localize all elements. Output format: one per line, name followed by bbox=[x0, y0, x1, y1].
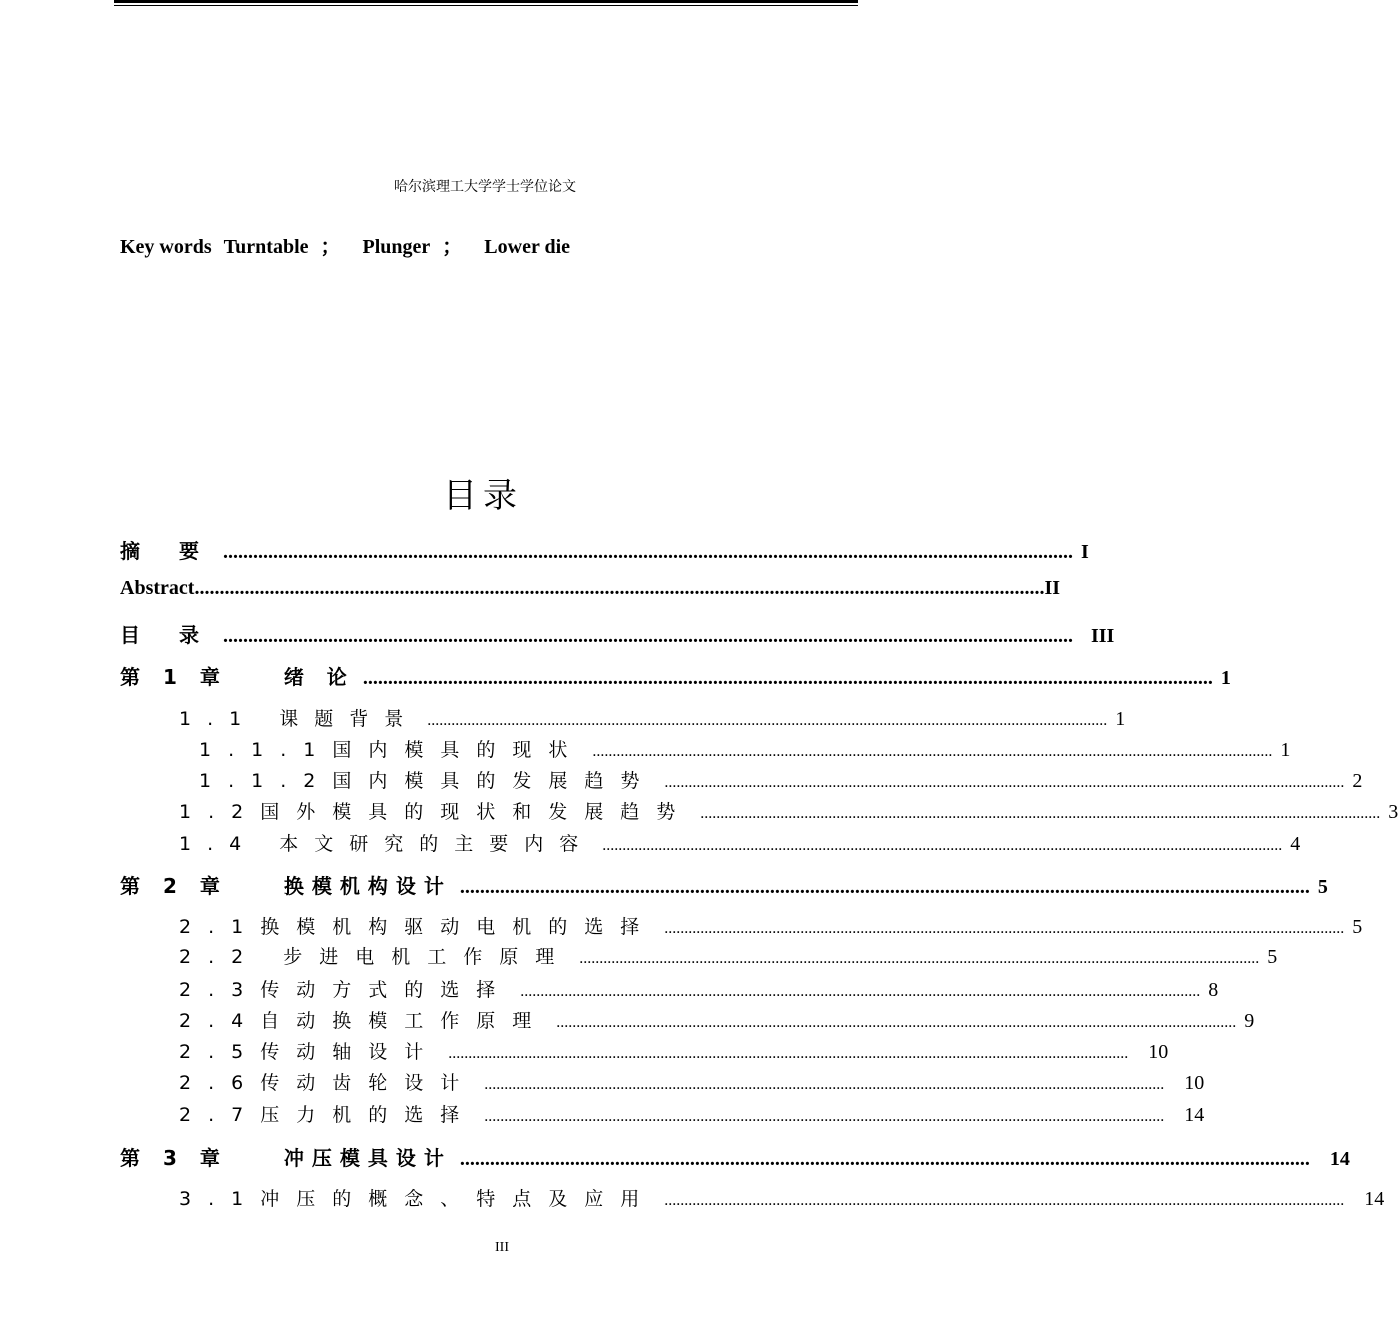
header-rule-thin bbox=[114, 5, 858, 6]
toc-leader-dots: .......................................................................................................................................................................... bbox=[459, 1148, 1310, 1170]
toc-entry-label: 3.1冲压的概念、特点及应用 bbox=[179, 1188, 657, 1210]
toc-entry-label: 第 3 章 冲压模具设计 bbox=[120, 1146, 452, 1170]
keyword-separator: ； bbox=[320, 236, 341, 258]
toc-entry[interactable] bbox=[179, 704, 1126, 731]
toc-entry-page: 2 bbox=[1352, 770, 1363, 792]
toc-leader-dots: .......................................................................................................................................................................... bbox=[664, 774, 1345, 791]
toc-entry[interactable] bbox=[120, 870, 1328, 899]
toc-entry[interactable] bbox=[199, 766, 1363, 793]
toc-entry[interactable] bbox=[120, 535, 1089, 564]
toc-leader-dots: .......................................................................................................................................................................... bbox=[427, 712, 1108, 729]
keyword-item: Turntable bbox=[223, 236, 309, 258]
toc-leader-dots: .......................................................................................................................................................................... bbox=[592, 743, 1273, 760]
toc-entry-label: 2.7压力机的选择 bbox=[179, 1104, 477, 1126]
toc-entry-label: 1.2国外模具的现状和发展趋势 bbox=[179, 801, 693, 823]
toc-leader-dots: .......................................................................................................................................................................... bbox=[520, 983, 1201, 1000]
toc-entry-page: 14 bbox=[1329, 1148, 1350, 1170]
toc-entry[interactable] bbox=[179, 1068, 1205, 1095]
keyword-separator: ； bbox=[442, 236, 463, 258]
toc-entry-label: 2.4自动换模工作原理 bbox=[179, 1010, 549, 1032]
toc-entry-page: 14 bbox=[1184, 1104, 1205, 1126]
toc-title: 目录 bbox=[443, 476, 523, 516]
toc-entry-page: 5 bbox=[1267, 946, 1278, 968]
toc-entry-page: 8 bbox=[1208, 979, 1219, 1001]
toc-entry-page: 4 bbox=[1290, 833, 1301, 855]
running-header: 哈尔滨理工大学学士学位论文 bbox=[394, 179, 576, 195]
toc-entry[interactable] bbox=[179, 829, 1301, 856]
toc-entry-page: II bbox=[1044, 577, 1061, 599]
toc-entry-label: 摘 要 bbox=[120, 539, 215, 563]
toc-entry[interactable] bbox=[179, 975, 1219, 1002]
toc-leader-dots: .......................................................................................................................................................................... bbox=[222, 541, 1073, 563]
toc-entry[interactable] bbox=[179, 1184, 1385, 1211]
toc-leader-dots: .......................................................................................................................................................................... bbox=[602, 837, 1283, 854]
toc-leader-dots: .......................................................................................................................................................................... bbox=[579, 950, 1260, 967]
toc-leader-dots: .......................................................................................................................................................................... bbox=[194, 577, 1045, 599]
toc-entry-label: 1.4 本文研究的主要内容 bbox=[179, 833, 595, 855]
toc-leader-dots: .......................................................................................................................................................................... bbox=[664, 920, 1345, 937]
toc-entry-page: 3 bbox=[1388, 801, 1398, 823]
toc-leader-dots: .......................................................................................................................................................................... bbox=[362, 667, 1213, 689]
toc-entry-label: 目 录 bbox=[120, 623, 215, 647]
toc-entry-page: 10 bbox=[1148, 1041, 1169, 1063]
toc-entry[interactable] bbox=[179, 1006, 1255, 1033]
toc-entry-label: 1.1.1国内模具的现状 bbox=[199, 739, 585, 761]
toc-leader-dots: .......................................................................................................................................................................... bbox=[700, 805, 1381, 822]
toc-entry-label: 2.1换模机构驱动电机的选择 bbox=[179, 916, 657, 938]
toc-leader-dots: .......................................................................................................................................................................... bbox=[484, 1108, 1165, 1125]
toc-entry-page: I bbox=[1080, 541, 1089, 563]
toc-leader-dots: .......................................................................................................................................................................... bbox=[664, 1192, 1345, 1209]
keyword-item: Lower die bbox=[484, 236, 571, 258]
toc-entry[interactable] bbox=[199, 735, 1291, 762]
toc-leader-dots: .......................................................................................................................................................................... bbox=[459, 876, 1310, 898]
page-number: III bbox=[495, 1240, 509, 1255]
toc-entry-page: 9 bbox=[1244, 1010, 1255, 1032]
toc-entry-page: 1 bbox=[1115, 708, 1126, 730]
toc-leader-dots: .......................................................................................................................................................................... bbox=[556, 1014, 1237, 1031]
toc-entry[interactable] bbox=[120, 619, 1115, 648]
toc-entry-page: 10 bbox=[1184, 1072, 1205, 1094]
toc-entry[interactable] bbox=[120, 1142, 1350, 1171]
toc-entry[interactable] bbox=[179, 1037, 1169, 1064]
toc-entry[interactable] bbox=[120, 661, 1231, 690]
toc-entry-label: 1.1.2国内模具的发展趋势 bbox=[199, 770, 657, 792]
toc-entry-label: 2.3传动方式的选择 bbox=[179, 979, 513, 1001]
toc-entry-page: 1 bbox=[1220, 667, 1231, 689]
toc-entry-page: III bbox=[1090, 625, 1115, 647]
toc-leader-dots: .......................................................................................................................................................................... bbox=[484, 1076, 1165, 1093]
toc-leader-dots: .......................................................................................................................................................................... bbox=[448, 1045, 1129, 1062]
header-rule-thick bbox=[114, 0, 858, 3]
keyword-item: Plunger bbox=[362, 236, 431, 258]
toc-entry[interactable] bbox=[179, 797, 1398, 824]
toc-entry-page: 5 bbox=[1352, 916, 1363, 938]
toc-leader-dots: .......................................................................................................................................................................... bbox=[222, 625, 1073, 647]
toc-entry-label: 2.5传动轴设计 bbox=[179, 1041, 441, 1063]
toc-entry[interactable] bbox=[179, 942, 1278, 969]
toc-entry-page: 5 bbox=[1317, 876, 1328, 898]
keywords-label: Key words bbox=[120, 236, 212, 258]
toc-entry[interactable] bbox=[179, 912, 1363, 939]
toc-entry-label: 第 2 章 换模机构设计 bbox=[120, 874, 452, 898]
toc-entry[interactable] bbox=[179, 1100, 1205, 1127]
toc-entry-label: 第 1 章 绪 论 bbox=[120, 665, 355, 689]
toc-entry-label: 1.1 课题背景 bbox=[179, 708, 420, 730]
keywords-line bbox=[120, 230, 570, 259]
toc-entry-label: Abstract bbox=[120, 577, 195, 599]
toc-entry[interactable] bbox=[120, 577, 1061, 600]
toc-entry-page: 1 bbox=[1280, 739, 1291, 761]
toc-entry-page: 14 bbox=[1364, 1188, 1385, 1210]
toc-entry-label: 2.6传动齿轮设计 bbox=[179, 1072, 477, 1094]
toc-entry-label: 2.2 步进电机工作原理 bbox=[179, 946, 572, 968]
